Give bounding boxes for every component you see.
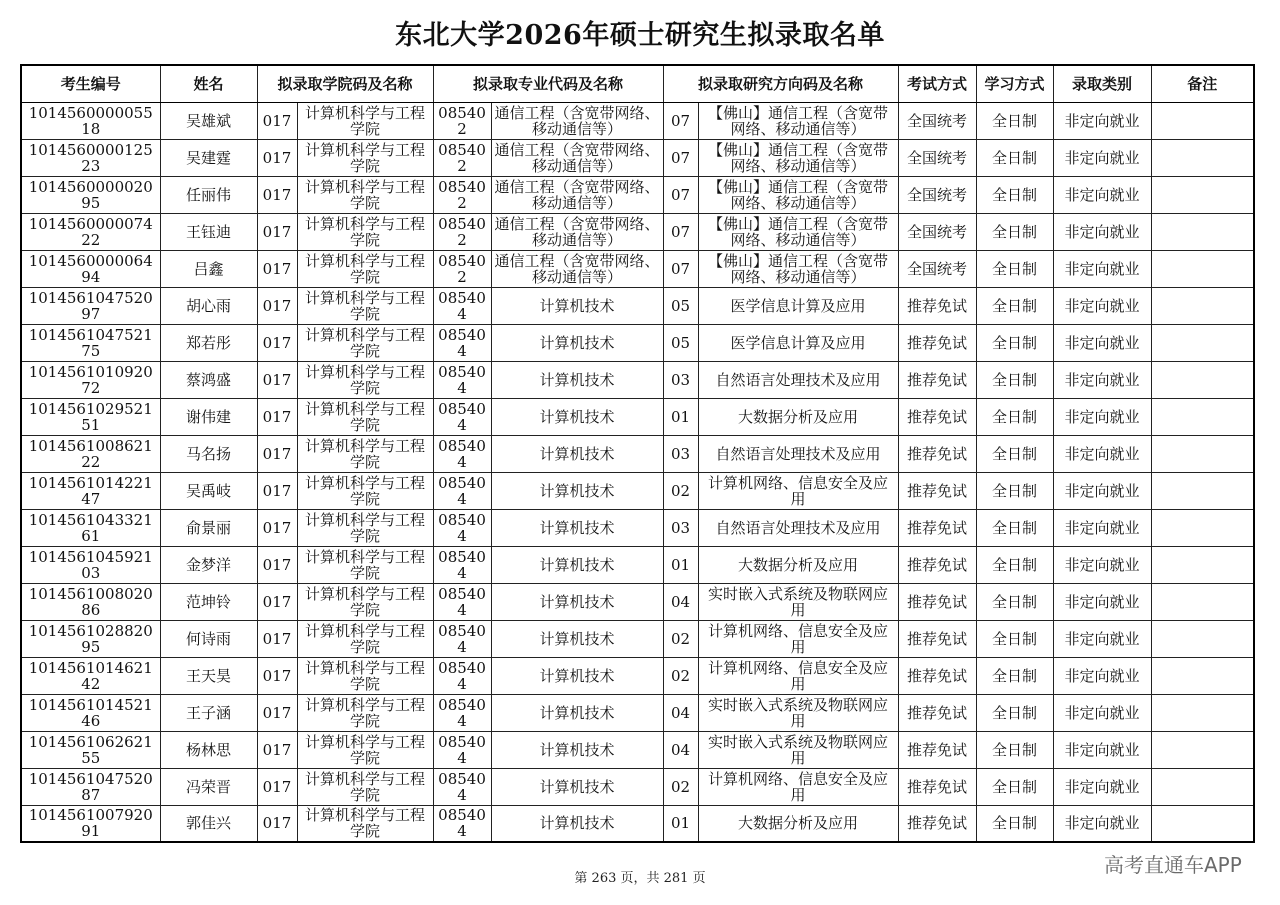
remarks-cell	[1151, 250, 1254, 287]
college-name-cell: 计算机科学与工程学院	[297, 620, 433, 657]
major-code-cell: 085404	[433, 768, 491, 805]
table-row	[21, 657, 1254, 694]
candidate-name-cell: 马名扬	[160, 435, 257, 472]
major-name-cell: 通信工程（含宽带网络、移动通信等）	[491, 102, 663, 139]
admission-type-cell: 非定向就业	[1053, 768, 1151, 805]
study-mode-cell: 全日制	[976, 694, 1053, 731]
direction-name-cell: 实时嵌入式系统及物联网应用	[698, 583, 898, 620]
remarks-cell	[1151, 546, 1254, 583]
direction-name-cell: 计算机网络、信息安全及应用	[698, 620, 898, 657]
college-name-cell: 计算机科学与工程学院	[297, 176, 433, 213]
exam-type-cell: 全国统考	[898, 250, 976, 287]
candidate-id-cell: 101456104332161	[21, 509, 160, 546]
remarks-cell	[1151, 287, 1254, 324]
college-code-cell: 017	[257, 324, 297, 361]
exam-type-cell: 推荐免试	[898, 805, 976, 842]
major-name-cell: 计算机技术	[491, 583, 663, 620]
direction-code-cell: 02	[663, 657, 698, 694]
admission-type-cell: 非定向就业	[1053, 176, 1151, 213]
college-code-cell: 017	[257, 805, 297, 842]
major-code-cell: 085404	[433, 435, 491, 472]
table-row	[21, 509, 1254, 546]
major-code-cell: 085404	[433, 472, 491, 509]
study-mode-cell: 全日制	[976, 435, 1053, 472]
exam-type-cell: 推荐免试	[898, 324, 976, 361]
exam-type-cell: 全国统考	[898, 213, 976, 250]
candidate-id-cell: 101456104752175	[21, 324, 160, 361]
remarks-cell	[1151, 176, 1254, 213]
candidate-name-cell: 金梦洋	[160, 546, 257, 583]
remarks-cell	[1151, 435, 1254, 472]
direction-name-cell: 实时嵌入式系统及物联网应用	[698, 731, 898, 768]
study-mode-cell: 全日制	[976, 324, 1053, 361]
candidate-id-cell: 101456102882095	[21, 620, 160, 657]
major-code-cell: 085402	[433, 139, 491, 176]
candidate-id-cell: 101456106262155	[21, 731, 160, 768]
major-code-cell: 085404	[433, 324, 491, 361]
major-code-cell: 085404	[433, 361, 491, 398]
major-name-cell: 计算机技术	[491, 509, 663, 546]
major-name-cell: 计算机技术	[491, 472, 663, 509]
major-code-cell: 085404	[433, 509, 491, 546]
candidate-name-cell: 郭佳兴	[160, 805, 257, 842]
college-code-cell: 017	[257, 176, 297, 213]
table-row	[21, 546, 1254, 583]
direction-name-cell: 计算机网络、信息安全及应用	[698, 657, 898, 694]
direction-name-cell: 大数据分析及应用	[698, 805, 898, 842]
remarks-cell	[1151, 657, 1254, 694]
candidate-name-cell: 杨林思	[160, 731, 257, 768]
admissions-table	[20, 64, 1255, 843]
candidate-name-cell: 俞景丽	[160, 509, 257, 546]
study-mode-cell: 全日制	[976, 361, 1053, 398]
direction-code-cell: 04	[663, 731, 698, 768]
candidate-name-cell: 吕鑫	[160, 250, 257, 287]
table-row	[21, 176, 1254, 213]
study-mode-cell: 全日制	[976, 287, 1053, 324]
direction-name-cell: 医学信息计算及应用	[698, 287, 898, 324]
remarks-cell	[1151, 694, 1254, 731]
major-name-cell: 计算机技术	[491, 324, 663, 361]
header-name: 姓名	[160, 65, 257, 102]
candidate-name-cell: 谢伟建	[160, 398, 257, 435]
exam-type-cell: 推荐免试	[898, 731, 976, 768]
candidate-name-cell: 吴雄斌	[160, 102, 257, 139]
college-name-cell: 计算机科学与工程学院	[297, 435, 433, 472]
table-row	[21, 102, 1254, 139]
admission-type-cell: 非定向就业	[1053, 731, 1151, 768]
major-code-cell: 085404	[433, 620, 491, 657]
direction-name-cell: 实时嵌入式系统及物联网应用	[698, 694, 898, 731]
exam-type-cell: 推荐免试	[898, 361, 976, 398]
study-mode-cell: 全日制	[976, 657, 1053, 694]
study-mode-cell: 全日制	[976, 176, 1053, 213]
candidate-name-cell: 郑若彤	[160, 324, 257, 361]
major-name-cell: 计算机技术	[491, 546, 663, 583]
candidate-id-cell: 101456100862122	[21, 435, 160, 472]
candidate-id-cell: 101456101462142	[21, 657, 160, 694]
direction-name-cell: 【佛山】通信工程（含宽带网络、移动通信等）	[698, 213, 898, 250]
exam-type-cell: 全国统考	[898, 102, 976, 139]
direction-code-cell: 07	[663, 139, 698, 176]
admission-type-cell: 非定向就业	[1053, 324, 1151, 361]
table-row	[21, 435, 1254, 472]
exam-type-cell: 推荐免试	[898, 287, 976, 324]
major-name-cell: 计算机技术	[491, 620, 663, 657]
table-row	[21, 287, 1254, 324]
major-code-cell: 085404	[433, 805, 491, 842]
table-row	[21, 361, 1254, 398]
college-name-cell: 计算机科学与工程学院	[297, 546, 433, 583]
major-name-cell: 计算机技术	[491, 398, 663, 435]
major-name-cell: 计算机技术	[491, 657, 663, 694]
candidate-id-cell: 101456100792091	[21, 805, 160, 842]
exam-type-cell: 推荐免试	[898, 435, 976, 472]
direction-code-cell: 01	[663, 398, 698, 435]
major-name-cell: 计算机技术	[491, 694, 663, 731]
college-name-cell: 计算机科学与工程学院	[297, 139, 433, 176]
major-name-cell: 计算机技术	[491, 768, 663, 805]
exam-type-cell: 全国统考	[898, 176, 976, 213]
major-name-cell: 计算机技术	[491, 435, 663, 472]
direction-code-cell: 07	[663, 176, 698, 213]
direction-code-cell: 02	[663, 768, 698, 805]
remarks-cell	[1151, 139, 1254, 176]
table-row	[21, 694, 1254, 731]
study-mode-cell: 全日制	[976, 139, 1053, 176]
direction-name-cell: 【佛山】通信工程（含宽带网络、移动通信等）	[698, 250, 898, 287]
college-name-cell: 计算机科学与工程学院	[297, 324, 433, 361]
major-name-cell: 通信工程（含宽带网络、移动通信等）	[491, 213, 663, 250]
direction-code-cell: 04	[663, 583, 698, 620]
direction-name-cell: 自然语言处理技术及应用	[698, 435, 898, 472]
study-mode-cell: 全日制	[976, 102, 1053, 139]
table-row	[21, 805, 1254, 842]
study-mode-cell: 全日制	[976, 213, 1053, 250]
table-row	[21, 768, 1254, 805]
major-code-cell: 085402	[433, 250, 491, 287]
direction-name-cell: 计算机网络、信息安全及应用	[698, 472, 898, 509]
admission-type-cell: 非定向就业	[1053, 287, 1151, 324]
remarks-cell	[1151, 398, 1254, 435]
study-mode-cell: 全日制	[976, 250, 1053, 287]
candidate-name-cell: 吴禹岐	[160, 472, 257, 509]
candidate-id-cell: 101456101422147	[21, 472, 160, 509]
direction-code-cell: 07	[663, 250, 698, 287]
direction-code-cell: 03	[663, 435, 698, 472]
table-header	[21, 65, 1254, 102]
major-code-cell: 085404	[433, 398, 491, 435]
table-row	[21, 139, 1254, 176]
candidate-name-cell: 胡心雨	[160, 287, 257, 324]
direction-code-cell: 07	[663, 102, 698, 139]
candidate-id-cell: 101456100802086	[21, 583, 160, 620]
header-row	[21, 65, 1254, 102]
college-code-cell: 017	[257, 694, 297, 731]
admission-type-cell: 非定向就业	[1053, 213, 1151, 250]
college-name-cell: 计算机科学与工程学院	[297, 213, 433, 250]
major-code-cell: 085404	[433, 583, 491, 620]
direction-name-cell: 【佛山】通信工程（含宽带网络、移动通信等）	[698, 176, 898, 213]
major-name-cell: 计算机技术	[491, 731, 663, 768]
candidate-name-cell: 王子涵	[160, 694, 257, 731]
college-code-cell: 017	[257, 620, 297, 657]
candidate-id-cell: 101456104752097	[21, 287, 160, 324]
major-name-cell: 通信工程（含宽带网络、移动通信等）	[491, 176, 663, 213]
direction-code-cell: 07	[663, 213, 698, 250]
exam-type-cell: 推荐免试	[898, 620, 976, 657]
remarks-cell	[1151, 805, 1254, 842]
remarks-cell	[1151, 768, 1254, 805]
candidate-name-cell: 王钰迪	[160, 213, 257, 250]
remarks-cell	[1151, 731, 1254, 768]
college-name-cell: 计算机科学与工程学院	[297, 102, 433, 139]
college-code-cell: 017	[257, 213, 297, 250]
direction-name-cell: 医学信息计算及应用	[698, 324, 898, 361]
header-study-mode: 学习方式	[976, 65, 1053, 102]
watermark: 高考直通车APP	[1104, 853, 1242, 877]
major-code-cell: 085404	[433, 657, 491, 694]
table-row	[21, 620, 1254, 657]
major-code-cell: 085402	[433, 102, 491, 139]
college-name-cell: 计算机科学与工程学院	[297, 509, 433, 546]
study-mode-cell: 全日制	[976, 620, 1053, 657]
study-mode-cell: 全日制	[976, 583, 1053, 620]
college-name-cell: 计算机科学与工程学院	[297, 398, 433, 435]
direction-code-cell: 05	[663, 324, 698, 361]
major-name-cell: 通信工程（含宽带网络、移动通信等）	[491, 250, 663, 287]
admission-type-cell: 非定向就业	[1053, 398, 1151, 435]
study-mode-cell: 全日制	[976, 731, 1053, 768]
major-code-cell: 085402	[433, 176, 491, 213]
study-mode-cell: 全日制	[976, 546, 1053, 583]
remarks-cell	[1151, 102, 1254, 139]
admission-type-cell: 非定向就业	[1053, 102, 1151, 139]
table-row	[21, 583, 1254, 620]
college-code-cell: 017	[257, 731, 297, 768]
college-code-cell: 017	[257, 102, 297, 139]
remarks-cell	[1151, 620, 1254, 657]
direction-code-cell: 03	[663, 509, 698, 546]
admission-type-cell: 非定向就业	[1053, 509, 1151, 546]
college-code-cell: 017	[257, 472, 297, 509]
college-code-cell: 017	[257, 287, 297, 324]
candidate-id-cell: 101456101452146	[21, 694, 160, 731]
direction-code-cell: 05	[663, 287, 698, 324]
direction-name-cell: 【佛山】通信工程（含宽带网络、移动通信等）	[698, 139, 898, 176]
college-code-cell: 017	[257, 509, 297, 546]
page-title: 东北大学2026年硕士研究生拟录取名单	[395, 20, 885, 51]
remarks-cell	[1151, 213, 1254, 250]
direction-name-cell: 大数据分析及应用	[698, 546, 898, 583]
college-code-cell: 017	[257, 139, 297, 176]
college-name-cell: 计算机科学与工程学院	[297, 694, 433, 731]
table-row	[21, 398, 1254, 435]
exam-type-cell: 推荐免试	[898, 398, 976, 435]
direction-name-cell: 计算机网络、信息安全及应用	[698, 768, 898, 805]
study-mode-cell: 全日制	[976, 472, 1053, 509]
college-name-cell: 计算机科学与工程学院	[297, 583, 433, 620]
page-number: 第 263 页，共 281 页	[574, 871, 706, 886]
major-name-cell: 计算机技术	[491, 287, 663, 324]
exam-type-cell: 推荐免试	[898, 657, 976, 694]
header-college: 拟录取学院码及名称	[257, 65, 433, 102]
candidate-name-cell: 任丽伟	[160, 176, 257, 213]
college-name-cell: 计算机科学与工程学院	[297, 250, 433, 287]
header-major: 拟录取专业代码及名称	[433, 65, 663, 102]
exam-type-cell: 推荐免试	[898, 472, 976, 509]
college-code-cell: 017	[257, 583, 297, 620]
admission-type-cell: 非定向就业	[1053, 250, 1151, 287]
candidate-name-cell: 王天昊	[160, 657, 257, 694]
direction-code-cell: 01	[663, 805, 698, 842]
header-exam-type: 考试方式	[898, 65, 976, 102]
admission-type-cell: 非定向就业	[1053, 694, 1151, 731]
candidate-name-cell: 何诗雨	[160, 620, 257, 657]
admission-type-cell: 非定向就业	[1053, 361, 1151, 398]
direction-name-cell: 自然语言处理技术及应用	[698, 361, 898, 398]
college-code-cell: 017	[257, 398, 297, 435]
exam-type-cell: 推荐免试	[898, 768, 976, 805]
admission-type-cell: 非定向就业	[1053, 435, 1151, 472]
study-mode-cell: 全日制	[976, 805, 1053, 842]
table-row	[21, 324, 1254, 361]
direction-code-cell: 02	[663, 620, 698, 657]
header-remarks: 备注	[1151, 65, 1254, 102]
candidate-id-cell: 101456000002095	[21, 176, 160, 213]
candidate-id-cell: 101456102952151	[21, 398, 160, 435]
header-candidate-id: 考生编号	[21, 65, 160, 102]
college-name-cell: 计算机科学与工程学院	[297, 731, 433, 768]
college-name-cell: 计算机科学与工程学院	[297, 287, 433, 324]
major-code-cell: 085404	[433, 287, 491, 324]
candidate-id-cell: 101456101092072	[21, 361, 160, 398]
direction-code-cell: 03	[663, 361, 698, 398]
major-code-cell: 085402	[433, 213, 491, 250]
remarks-cell	[1151, 324, 1254, 361]
header-direction: 拟录取研究方向码及名称	[663, 65, 898, 102]
college-code-cell: 017	[257, 361, 297, 398]
study-mode-cell: 全日制	[976, 509, 1053, 546]
exam-type-cell: 推荐免试	[898, 583, 976, 620]
candidate-id-cell: 101456000007422	[21, 213, 160, 250]
college-code-cell: 017	[257, 546, 297, 583]
direction-name-cell: 自然语言处理技术及应用	[698, 509, 898, 546]
admission-type-cell: 非定向就业	[1053, 472, 1151, 509]
remarks-cell	[1151, 472, 1254, 509]
candidate-name-cell: 范坤铃	[160, 583, 257, 620]
remarks-cell	[1151, 583, 1254, 620]
college-name-cell: 计算机科学与工程学院	[297, 657, 433, 694]
exam-type-cell: 推荐免试	[898, 546, 976, 583]
table-body	[21, 102, 1254, 842]
major-code-cell: 085404	[433, 731, 491, 768]
major-name-cell: 计算机技术	[491, 361, 663, 398]
admission-type-cell: 非定向就业	[1053, 657, 1151, 694]
major-code-cell: 085404	[433, 546, 491, 583]
admission-type-cell: 非定向就业	[1053, 620, 1151, 657]
candidate-name-cell: 蔡鸿盛	[160, 361, 257, 398]
college-code-cell: 017	[257, 657, 297, 694]
remarks-cell	[1151, 361, 1254, 398]
direction-code-cell: 04	[663, 694, 698, 731]
college-name-cell: 计算机科学与工程学院	[297, 768, 433, 805]
candidate-id-cell: 101456000012523	[21, 139, 160, 176]
major-name-cell: 通信工程（含宽带网络、移动通信等）	[491, 139, 663, 176]
study-mode-cell: 全日制	[976, 768, 1053, 805]
candidate-name-cell: 吴建霆	[160, 139, 257, 176]
direction-code-cell: 02	[663, 472, 698, 509]
direction-name-cell: 【佛山】通信工程（含宽带网络、移动通信等）	[698, 102, 898, 139]
study-mode-cell: 全日制	[976, 398, 1053, 435]
table-row	[21, 472, 1254, 509]
college-code-cell: 017	[257, 435, 297, 472]
table-row	[21, 250, 1254, 287]
table-row	[21, 213, 1254, 250]
college-name-cell: 计算机科学与工程学院	[297, 805, 433, 842]
candidate-id-cell: 101456104592103	[21, 546, 160, 583]
table-row	[21, 731, 1254, 768]
candidate-id-cell: 101456000005518	[21, 102, 160, 139]
exam-type-cell: 推荐免试	[898, 509, 976, 546]
major-name-cell: 计算机技术	[491, 805, 663, 842]
candidate-name-cell: 冯荣晋	[160, 768, 257, 805]
college-code-cell: 017	[257, 250, 297, 287]
college-name-cell: 计算机科学与工程学院	[297, 472, 433, 509]
admission-type-cell: 非定向就业	[1053, 139, 1151, 176]
candidate-id-cell: 101456104752087	[21, 768, 160, 805]
admission-type-cell: 非定向就业	[1053, 583, 1151, 620]
header-admission-type: 录取类别	[1053, 65, 1151, 102]
admission-type-cell: 非定向就业	[1053, 805, 1151, 842]
exam-type-cell: 推荐免试	[898, 694, 976, 731]
direction-code-cell: 01	[663, 546, 698, 583]
major-code-cell: 085404	[433, 694, 491, 731]
candidate-id-cell: 101456000006494	[21, 250, 160, 287]
exam-type-cell: 全国统考	[898, 139, 976, 176]
college-name-cell: 计算机科学与工程学院	[297, 361, 433, 398]
direction-name-cell: 大数据分析及应用	[698, 398, 898, 435]
admission-type-cell: 非定向就业	[1053, 546, 1151, 583]
remarks-cell	[1151, 509, 1254, 546]
college-code-cell: 017	[257, 768, 297, 805]
